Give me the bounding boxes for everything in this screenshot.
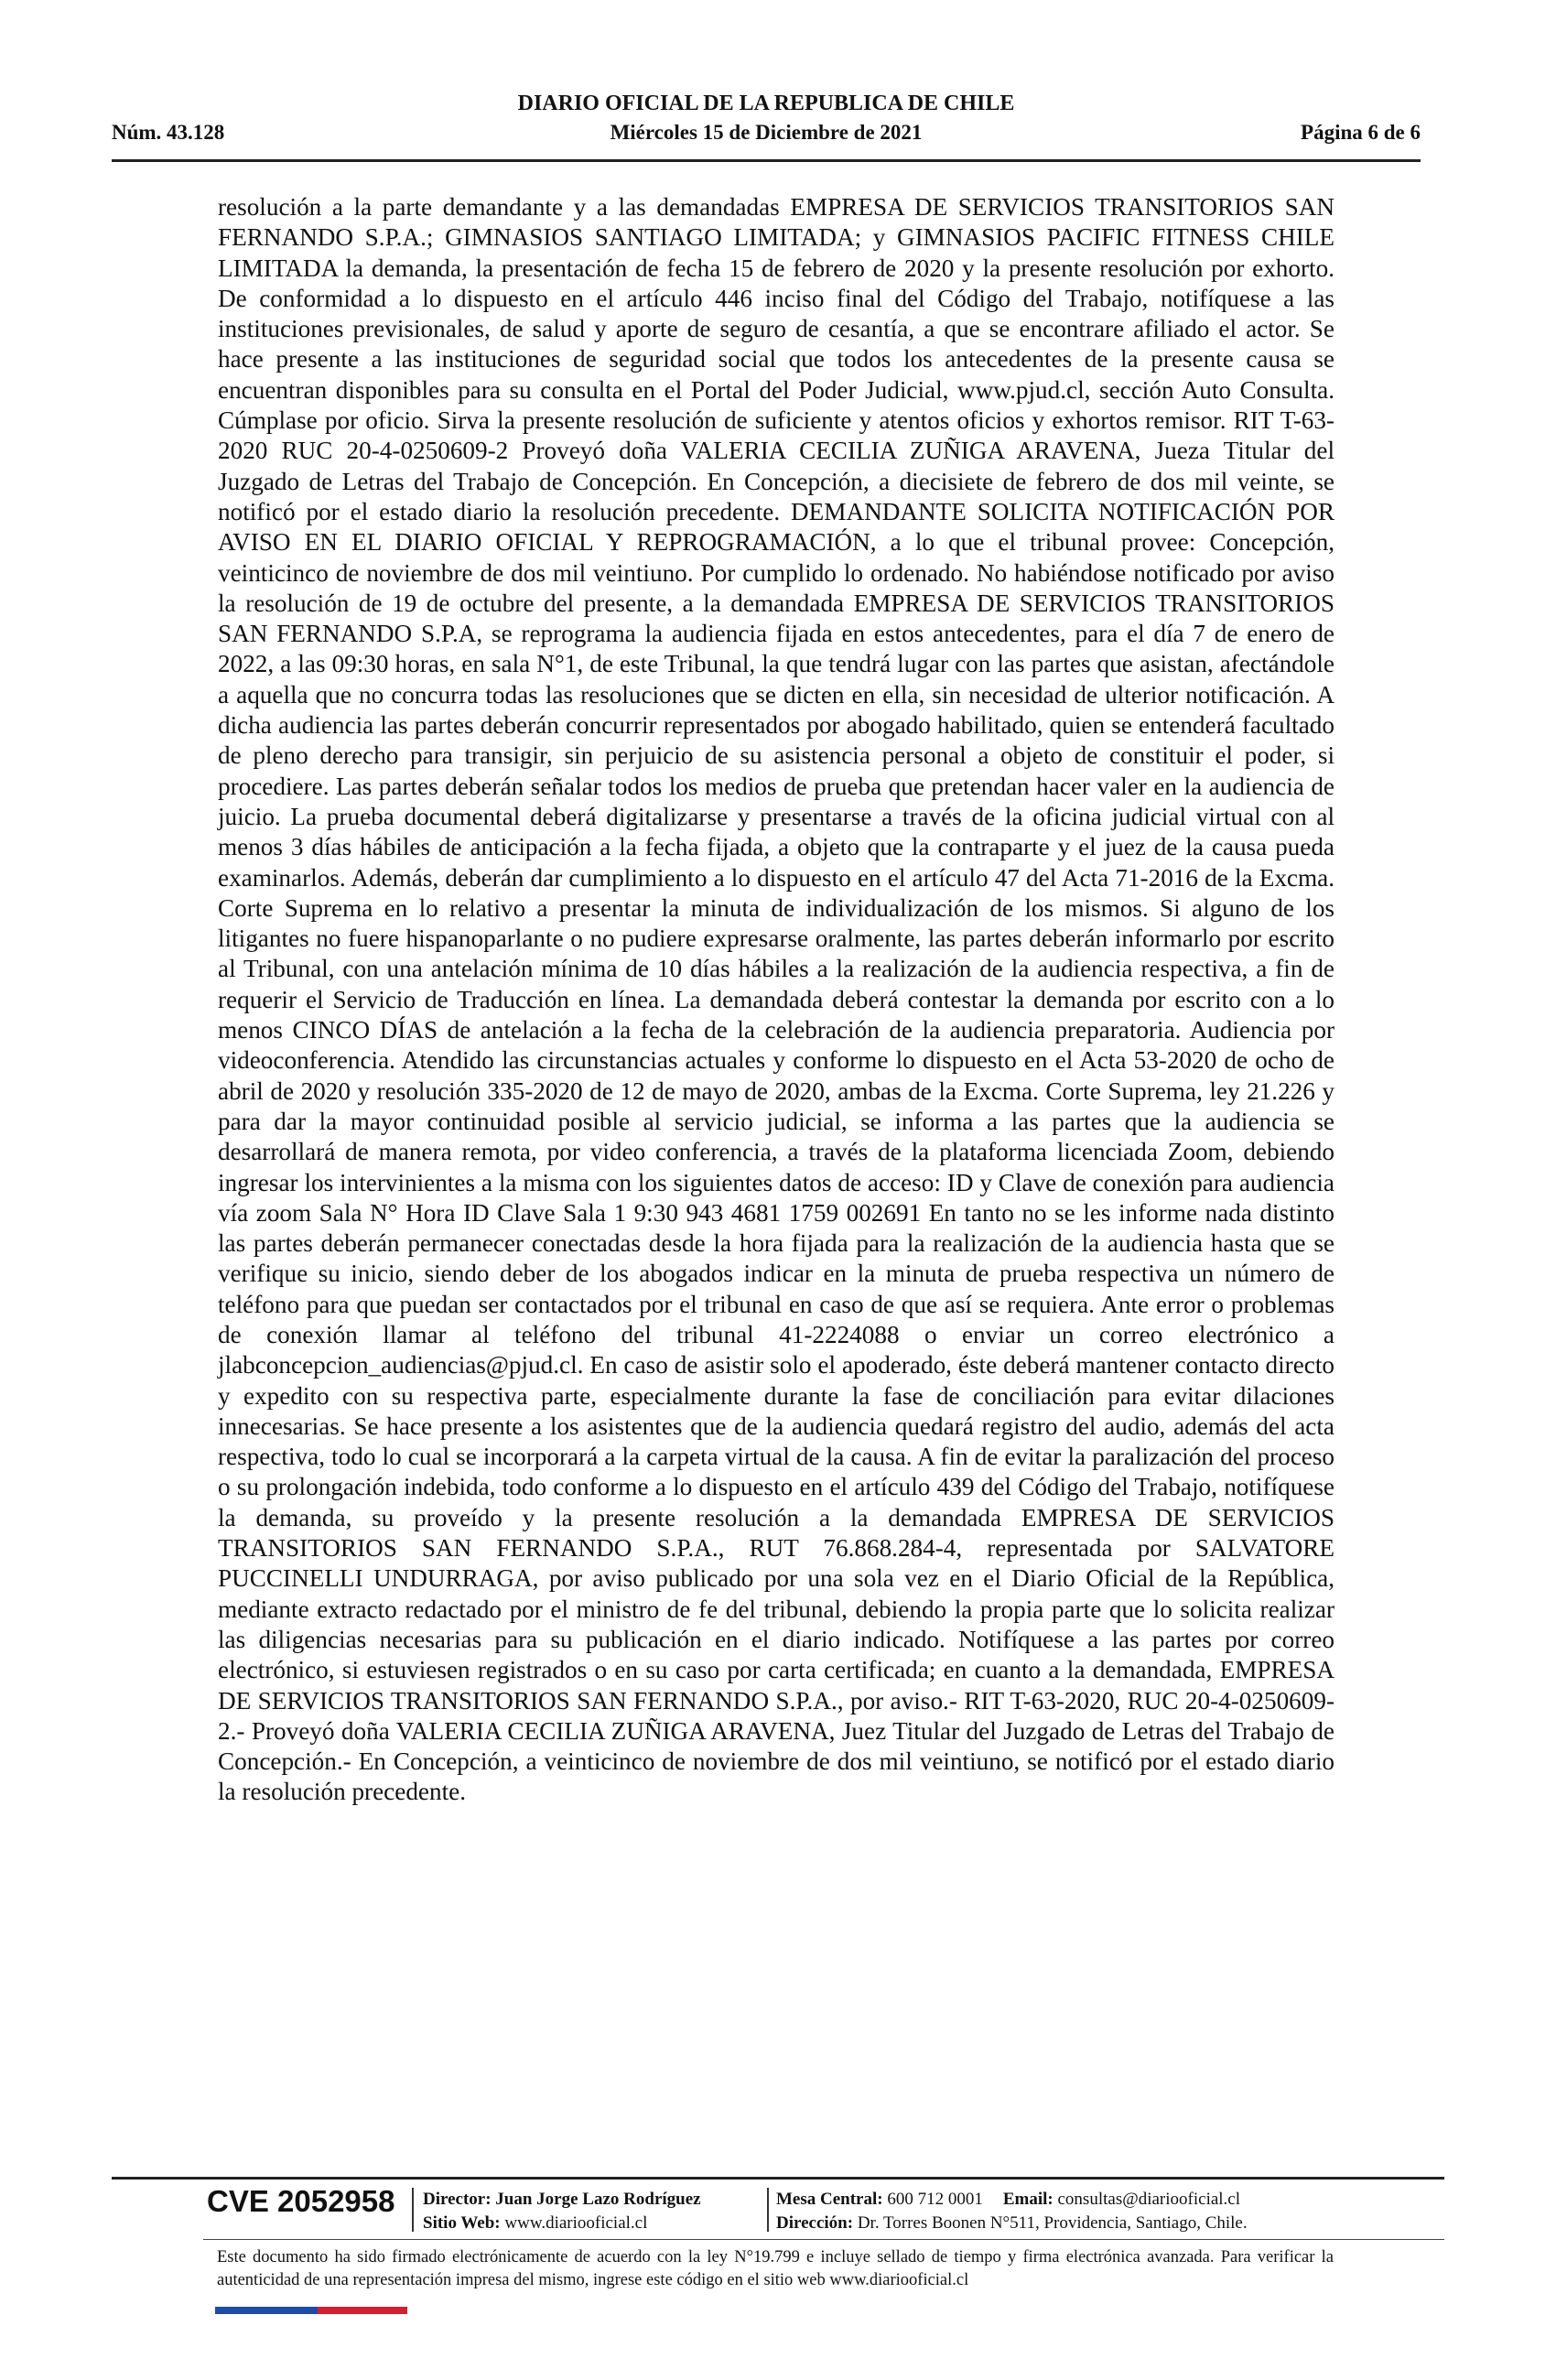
email-label: Email: (1002, 2190, 1054, 2209)
flag-stripe (215, 2307, 407, 2314)
issue-date: Miércoles 15 de Diciembre de 2021 (610, 121, 923, 144)
header-divider (112, 159, 1421, 162)
footer-inner-divider (203, 2239, 1444, 2240)
address-value: Dr. Torres Boonen N°511, Providencia, Santiago, Chile. (857, 2213, 1248, 2233)
header-meta-row (112, 121, 1421, 148)
footer-director-block (423, 2188, 701, 2235)
page-indicator: Página 6 de 6 (1301, 121, 1421, 144)
footer-separator (767, 2188, 769, 2232)
footer-divider (112, 2177, 1444, 2180)
body-paragraph: resolución a la parte demandante y a las demandadas EMPRESA DE SERVICIOS TRANSITORIOS SAN FERNANDO S.P.A.; GIMNASIOS SANTIAGO LIMITADA; y GIMNASIOS PACIFIC FITNESS CHILE LIMITADA la demanda, la presentación de fecha 15 de febrero de 2020 y la presente resolución por exhorto. De conformidad a lo dispuesto en el artículo 446 inciso final del Código del Trabajo, notifíquese a las instituciones previsionales, de salud y aporte de seguro de cesantía, a que se encontrare afiliado el actor. Se hace presente a las instituciones de seguridad social que todos los antecedentes de la presente causa se encuentran disponibles para su consulta en el Portal del Poder Judicial, www.pjud.cl, sección Auto Consulta. Cúmplase por oficio. Sirva la presente resolución de suficiente y atentos oficios y exhortos remisor. RIT T-63-2020 RUC 20-4-0250609-2 Proveyó doña VALERIA CECILIA ZUÑIGA ARAVENA, Jueza Titular del Juzgado de Letras del Trabajo de Concepción. En Concepción, a diecisiete de febrero de dos mil veinte, se notificó por el estado diario la resolución precedente. DEMANDANTE SOLICITA NOTIFICACIÓN POR AVISO EN EL DIARIO OFICIAL Y REPROGRAMACIÓN, a lo que el tribunal provee: Concepción, veinticinco de noviembre de dos mil veintiuno. Por cumplido lo ordenado. No habiéndose notificado por aviso la resolución de 19 de octubre del presente, a la demandada EMPRESA DE SERVICIOS TRANSITORIOS SAN FERNANDO S.P.A, se reprograma la audiencia fijada en estos antecedentes, para el día 7 de enero de 2022, a las 09:30 horas, en sala N°1, de este Tribunal, la que tendrá lugar con las partes que asistan, afectándole a aquella que no concurra todas las resoluciones que se dicten en ella, sin necesidad de ulterior notificación. A dicha audiencia las partes deberán concurrir representados por abogado habilitado, quien se entenderá facultado de pleno derecho para transigir, sin perjuicio de su asistencia personal a objeto de constituir el poder, si procediere. Las partes deberán señalar todos los medios de prueba que pretendan hacer valer en la audiencia de juicio. La prueba documental deberá digitalizarse y presentarse a través de la oficina judicial virtual con al menos 3 días hábiles de anticipación a la fecha fijada, a objeto que la contraparte y el juez de la causa pueda examinarlos. Además, deberán dar cumplimiento a lo dispuesto en el artículo 47 del Acta 71-2016 de la Excma. Corte Suprema en lo relativo a presentar la minuta de individualización de los mismos. Si alguno de los litigantes no fuere hispanoparlante o no pudiere expresarse oralmente, las partes deberán informarlo por escrito al Tribunal, con una antelación mínima de 10 días hábiles a la realización de la audiencia respectiva, a fin de requerir el Servicio de Traducción en línea. La demandada deberá contestar la demanda por escrito con a lo menos CINCO DÍAS de antelación a la fecha de la celebración de la audiencia preparatoria. Audiencia por videoconferencia. Atendido las circunstancias actuales y conforme lo dispuesto en el Acta 53-2020 de ocho de abril de 2020 y resolución 335-2020 de 12 de mayo de 2020, ambas de la Excma. Corte Suprema, ley 21.226 y para dar la mayor continuidad posible al servicio judicial, se informa a las partes que la audiencia se desarrollará de manera remota, por video conferencia, a través de la plataforma licenciada Zoom, debiendo ingresar los intervinientes a la misma con los siguientes datos de acceso: ID y Clave de conexión para audiencia vía zoom Sala N° Hora ID Clave Sala 1 9:30 943 4681 1759 002691 En tanto no se les informe nada distinto las partes deberán permanecer conectadas desde la hora fijada para la realización de la audiencia hasta que se verifique su inicio, siendo deber de los abogados indicar en la minuta de prueba respectiva un número de teléfono para que puedan ser contactados por el tribunal en caso de que así se requiera. Ante error o problemas de conexión llamar al teléfono del tribunal 41-2224088 o enviar un correo electrónico a jlabconcepcion_audiencias@pjud.cl. En caso de asistir solo el apoderado, éste deberá mantener contacto directo y expedito con su respectiva parte, especialmente durante la fase de conciliación para evitar dilaciones innecesarias. Se hace presente a los asistentes que de la audiencia quedará registro del audio, además del acta respectiva, todo lo cual se incorporará a la carpeta virtual de la causa. A fin de evitar la paralización del proceso o su prolongación indebida, todo conforme a lo dispuesto en el artículo 439 del Código del Trabajo, notifíquese la demanda, su proveído y la presente resolución a la demandada EMPRESA DE SERVICIOS TRANSITORIOS SAN FERNANDO S.P.A., RUT 76.868.284-4, representada por SALVATORE PUCCINELLI UNDURRAGA, por aviso publicado por una sola vez en el Diario Oficial de la República, mediante extracto redactado por el ministro de fe del tribunal, debiendo la propia parte que lo solicita realizar las diligencias necesarias para su publicación en el diario indicado. Notifíquese a las partes por correo electrónico, si estuviesen registrados o en su caso por carta certificada; en cuanto a la demandada, EMPRESA DE SERVICIOS TRANSITORIOS SAN FERNANDO S.P.A., por aviso.- RIT T-63-2020, RUC 20-4-0250609-2.- Proveyó doña VALERIA CECILIA ZUÑIGA ARAVENA, Juez Titular del Juzgado de Letras del Trabajo de Concepción.- En Concepción, a veinticinco de noviembre de dos mil veintiuno, se notificó por el estado diario la resolución precedente. (218, 193, 1341, 1806)
flag-red-band (318, 2307, 407, 2314)
issue-number: Núm. 43.128 (112, 121, 225, 144)
email-link[interactable]: consultas@diariooficial.cl (1057, 2190, 1241, 2209)
site-link[interactable]: www.diariooficial.cl (504, 2213, 648, 2233)
signature-note: Este documento ha sido firmado electrónicamente de acuerdo con la ley N°19.799 e incluye sellado de tiempo y firma electrónica avanzada. Para verificar la autenticidad de una representación impresa del mismo, ingrese este código en el sitio web www.diariooficial.cl (217, 2248, 1334, 2289)
mesa-phone: 600 712 0001 (887, 2190, 983, 2209)
footer-separator (412, 2188, 414, 2232)
page-header (112, 92, 1421, 156)
flag-blue-band (215, 2307, 318, 2314)
address-label: Dirección: (776, 2213, 854, 2233)
cve-code: CVE 2052958 (207, 2184, 395, 2218)
director-name: Juan Jorge Lazo Rodríguez (495, 2190, 701, 2209)
publication-title: DIARIO OFICIAL DE LA REPUBLICA DE CHILE (517, 92, 1015, 115)
footer-contact-block (776, 2188, 1248, 2235)
site-label: Sitio Web: (423, 2213, 501, 2233)
director-label: Director: (423, 2190, 492, 2209)
mesa-label: Mesa Central: (776, 2190, 883, 2209)
